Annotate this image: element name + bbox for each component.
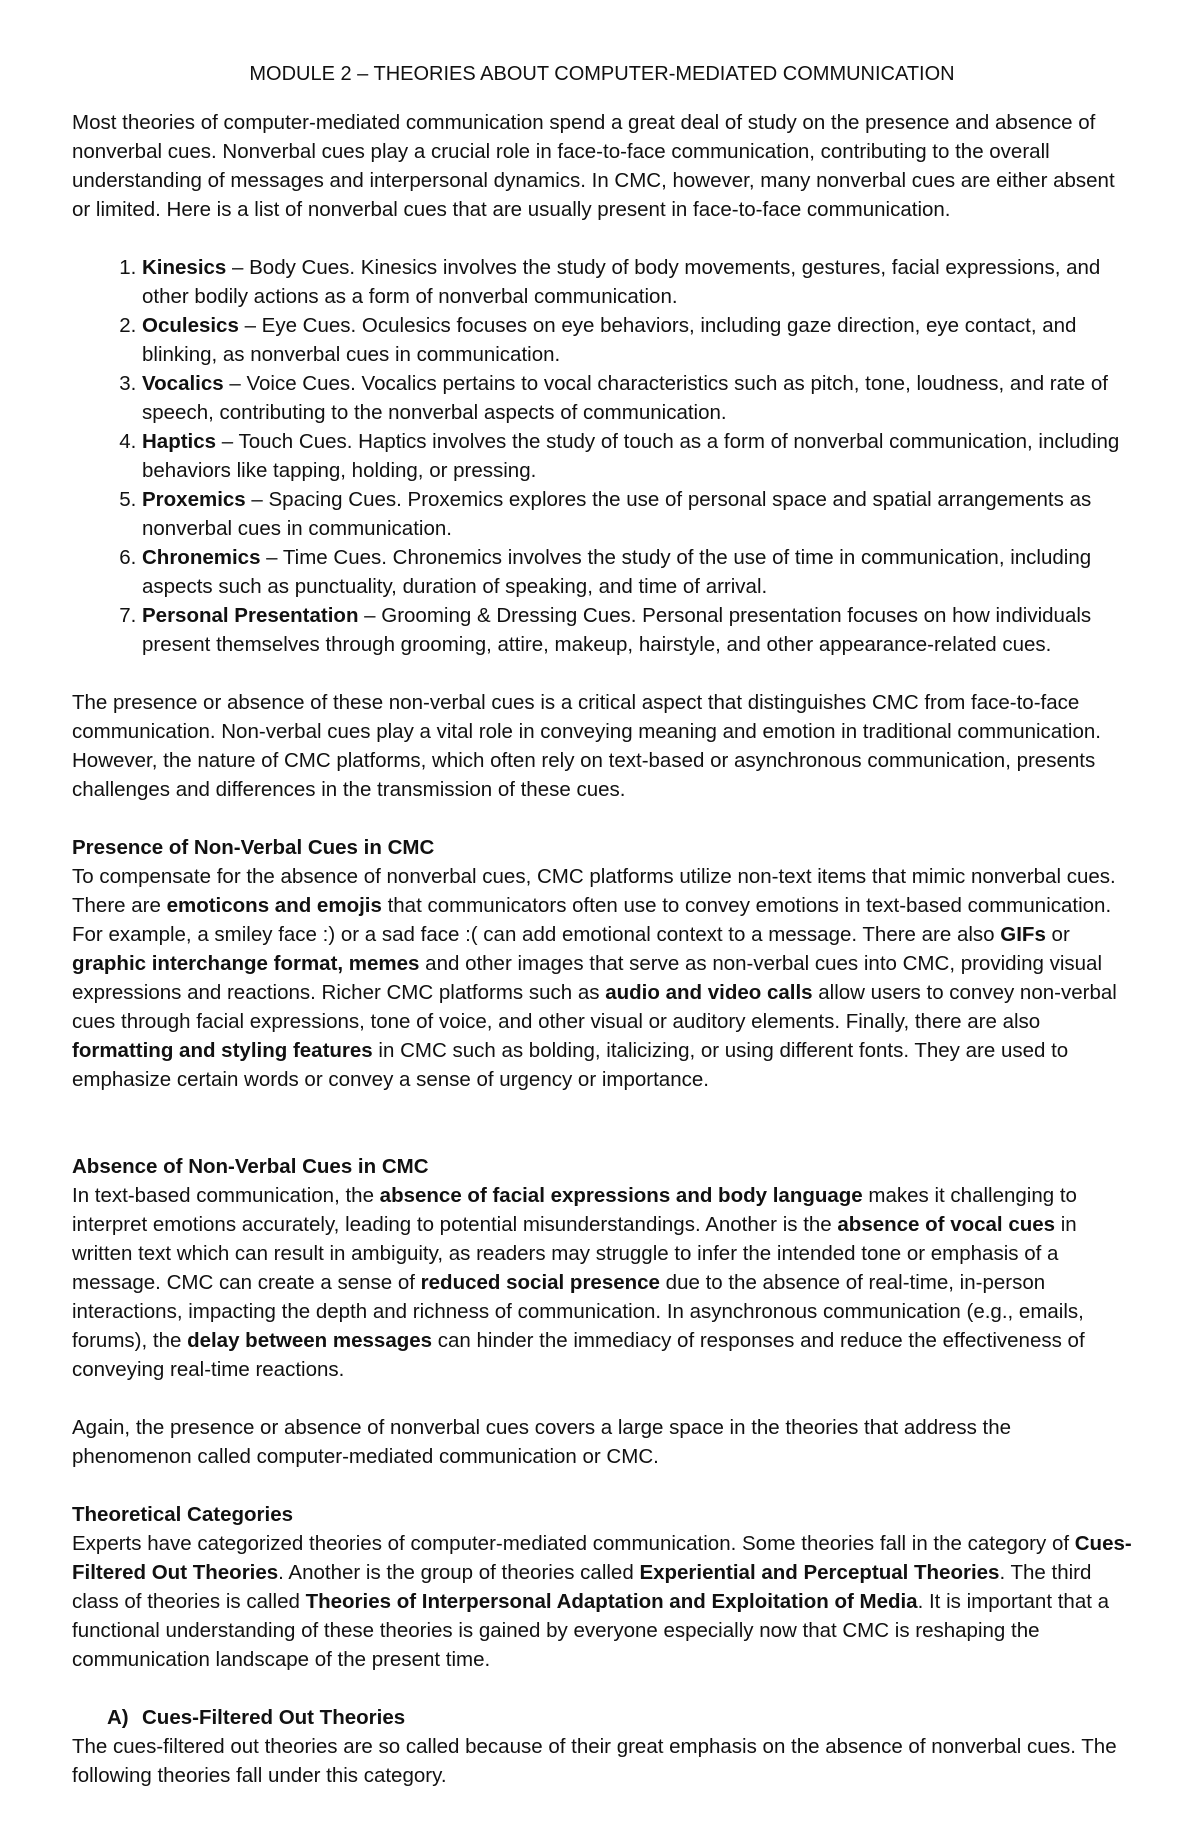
cue-term: Chronemics: [142, 546, 261, 569]
cue-term: Oculesics: [142, 314, 239, 337]
absence-heading: Absence of Non-Verbal Cues in CMC: [72, 1155, 429, 1178]
list-item: [142, 601, 1132, 659]
list-item: [142, 253, 1132, 311]
cue-description: – Touch Cues. Haptics involves the study of touch as a form of nonverbal communication, including behaviors like tapping, holding, or pressing.: [142, 430, 1120, 482]
absence-paragraph: In text-based communication, the absence of facial expressions and body language makes it challenging to interpret emotions accurately, leading to potential misunderstandings. Another is the absence of vocal cues in written text which can result in ambiguity, as readers may struggle to infer the intended tone or emphasis of a message. CMC can create a sense of reduced social presence due to the absence of real-time, in-person interactions, impacting the depth and richness of communication. In asynchronous communication (e.g., emails, forums), the delay between messages can hinder the immediacy of responses and reduce the effectiveness of conveying real-time reactions.: [72, 1184, 1085, 1381]
cue-term: Personal Presentation: [142, 604, 359, 627]
cue-description: – Spacing Cues. Proxemics explores the use of personal space and spatial arrangements as nonverbal cues in communication.: [142, 488, 1092, 540]
again-paragraph: Again, the presence or absence of nonverbal cues covers a large space in the theories that address the phenomenon called computer-mediated communication or CMC.: [72, 1416, 1012, 1468]
list-item: [142, 427, 1132, 485]
presence-paragraph: To compensate for the absence of nonverbal cues, CMC platforms utilize non-text items that mimic nonverbal cues. There are emoticons and emojis that communicators often use to convey emotions in text-based communication. For example, a smiley face :) or a sad face :( can add emotional context to a message. There are also GIFs or graphic interchange format, memes and other images that serve as non-verbal cues into CMC, providing visual expressions and reactions. Richer CMC platforms such as audio and video calls allow users to convey non-verbal cues through facial expressions, tone of voice, and other visual or auditory elements. Finally, there are also formatting and styling features in CMC such as bolding, italicizing, or using different fonts. They are used to emphasize certain words or convey a sense of urgency or importance.: [72, 865, 1117, 1091]
presence-absence-paragraph: The presence or absence of these non-verbal cues is a critical aspect that distinguishes CMC from face-to-face communication. Non-verbal cues play a vital role in conveying meaning and emotion in traditional communication. However, the nature of CMC platforms, which often rely on text-based or asynchronous communication, presents challenges and differences in the transmission of these cues.: [72, 691, 1101, 801]
cues-filtered-heading: [72, 1703, 1132, 1732]
document-page: [72, 60, 1132, 1790]
cue-description: – Body Cues. Kinesics involves the study of body movements, gestures, facial expressions, and other bodily actions as a form of nonverbal communication.: [142, 256, 1101, 308]
list-item: [142, 311, 1132, 369]
categories-paragraph: Experts have categorized theories of computer-mediated communication. Some theories fall in the category of Cues-Filtered Out Theories. Another is the group of theories called Experiential and Perceptual Theories. The third class of theories is called Theories of Interpersonal Adaptation and Exploitation of Media. It is important that a functional understanding of these theories is gained by everyone especially now that CMC is reshaping the communication landscape of the present time.: [72, 1532, 1132, 1671]
list-item: [142, 485, 1132, 543]
list-item: [142, 369, 1132, 427]
list-item: [142, 543, 1132, 601]
presence-heading: Presence of Non-Verbal Cues in CMC: [72, 836, 435, 859]
cues-filtered-paragraph: The cues-filtered out theories are so called because of their great emphasis on the absence of nonverbal cues. The following theories fall under this category.: [72, 1735, 1117, 1787]
cue-description: – Eye Cues. Oculesics focuses on eye behaviors, including gaze direction, eye contact, and blinking, as nonverbal cues in communication.: [142, 314, 1077, 366]
cue-description: – Voice Cues. Vocalics pertains to vocal characteristics such as pitch, tone, loudness, and rate of speech, contributing to the nonverbal aspects of communication.: [142, 372, 1108, 424]
cue-term: Kinesics: [142, 256, 227, 279]
nonverbal-cues-list: [72, 253, 1132, 659]
cue-term: Proxemics: [142, 488, 246, 511]
section-letter: A): [107, 1706, 129, 1729]
cue-description: – Grooming & Dressing Cues. Personal presentation focuses on how individuals present themselves through grooming, attire, makeup, hairstyle, and other appearance-related cues.: [142, 604, 1092, 656]
cue-term: Haptics: [142, 430, 217, 453]
cues-filtered-heading-text: Cues-Filtered Out Theories: [142, 1706, 406, 1729]
page-title: MODULE 2 – THEORIES ABOUT COMPUTER-MEDIATED COMMUNICATION: [249, 63, 955, 85]
intro-paragraph: Most theories of computer-mediated communication spend a great deal of study on the presence and absence of nonverbal cues. Nonverbal cues play a crucial role in face-to-face communication, contributing to the overall understanding of messages and interpersonal dynamics. In CMC, however, many nonverbal cues are either absent or limited. Here is a list of nonverbal cues that are usually present in face-to-face communication.: [72, 111, 1115, 221]
cue-term: Vocalics: [142, 372, 224, 395]
cue-description: – Time Cues. Chronemics involves the study of the use of time in communication, including aspects such as punctuality, duration of speaking, and time of arrival.: [142, 546, 1092, 598]
categories-heading: Theoretical Categories: [72, 1503, 294, 1526]
section-spacer: [72, 1094, 1132, 1152]
